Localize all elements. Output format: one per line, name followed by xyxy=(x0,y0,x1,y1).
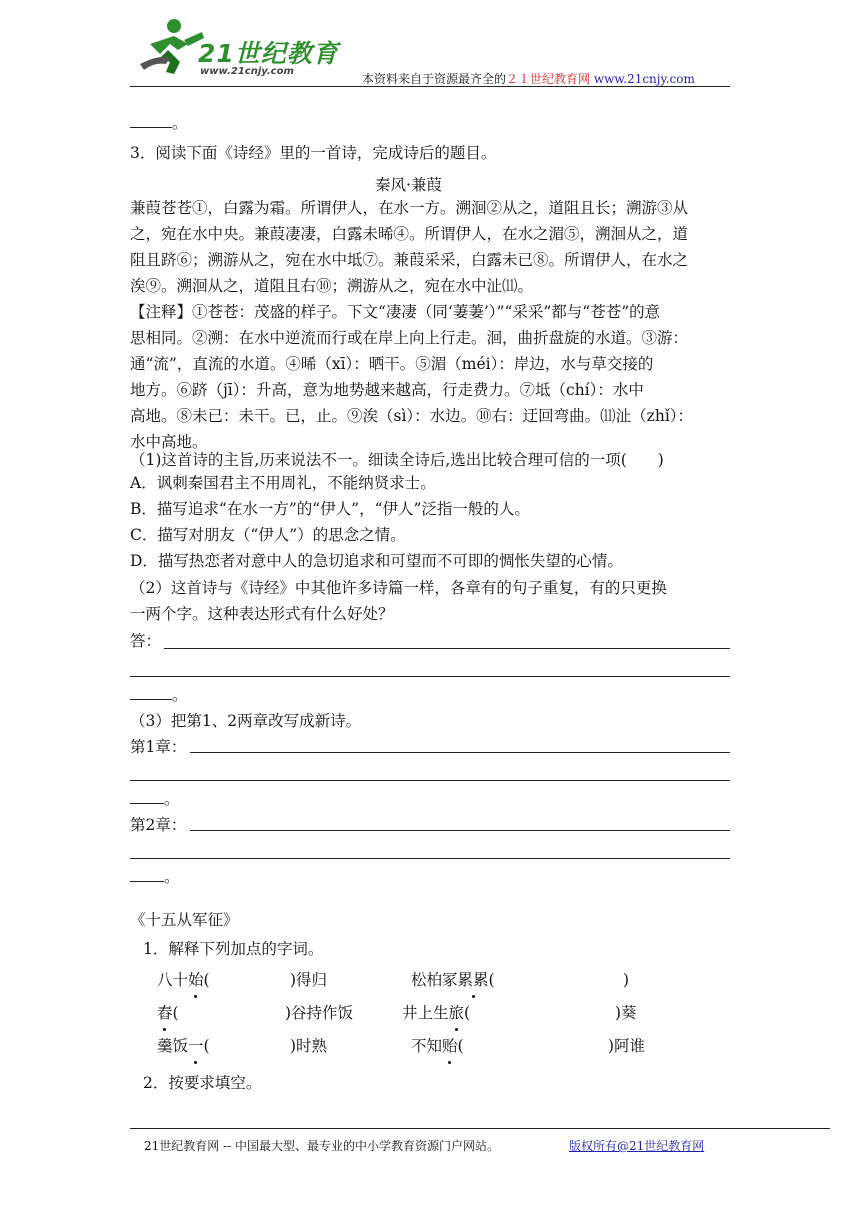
chapter-2-line[interactable] xyxy=(130,858,730,859)
vocab-item-end: )葵 xyxy=(615,1004,637,1022)
question-3-heading: 3．阅读下面《诗经》里的一首诗，完成诗后的题目。 xyxy=(130,144,497,162)
header-rule xyxy=(130,86,730,87)
section-2-title: 《十五从军征》 xyxy=(130,911,239,929)
option-d[interactable]: D．描写热恋者对意中人的急切追求和可望而不可即的惆怅失望的心情。 xyxy=(130,552,623,570)
answer-label: 答： xyxy=(130,632,162,650)
option-b[interactable]: B．描写追求“在水一方”的“伊人”，“伊人”泛指一般的人。 xyxy=(130,500,530,518)
vocab-item: 井上生旅( xyxy=(402,1000,470,1026)
note-line: 水中高地。 xyxy=(130,433,208,451)
logo-title: 21世纪教育 xyxy=(198,39,339,68)
poem-line: 之，宛在水中央。兼葭凄凄，白露未晞④。所谓伊人，在水之湄⑤，溯洄从之，道 xyxy=(130,225,689,243)
options xyxy=(130,470,623,574)
vocab-item-end: ) xyxy=(623,971,630,989)
vocab-item: 松柏冢累累( xyxy=(411,967,495,993)
question-2: （2）这首诗与《诗经》中其他许多诗篇一样，各章有的句子重复，有的只更换 一两个字。这种表达形式有什么好处？ xyxy=(130,579,667,623)
vocab-item-end: )谷持作饭 xyxy=(285,1004,354,1022)
chapter-1-label: 第1章： xyxy=(130,738,187,756)
vocab-item: 羹饭一( xyxy=(157,1033,210,1059)
chapter-2-end: 。 xyxy=(130,864,180,890)
answer-end: 。 xyxy=(130,682,188,708)
header-source xyxy=(362,70,695,87)
question-1: （1)这首诗的主旨,历来说法不一。细读全诗后,选出比较合理可信的一项( ) xyxy=(130,451,664,469)
logo xyxy=(130,14,340,84)
poem-line: 阻且跻⑥；溯游从之，宛在水中坻⑦。兼葭采采，白露未已⑧。所谓伊人，在水之 xyxy=(130,251,689,269)
answer-line[interactable] xyxy=(164,648,730,649)
chapter-2-line[interactable] xyxy=(190,830,730,831)
note-line: 通“流”，直流的水道。④晞（xī）：晒干。⑤湄（méi）：岸边，水与草交接的 xyxy=(130,355,654,373)
option-a[interactable]: A．讽刺秦国君主不用周礼，不能纳贤求士。 xyxy=(130,474,436,492)
vocab-item-end: )得归 xyxy=(290,971,328,989)
vocab-item-end: )时熟 xyxy=(290,1037,328,1055)
option-c[interactable]: C．描写对朋友（“伊人”）的思念之情。 xyxy=(130,526,406,544)
chapter-1-end: 。 xyxy=(130,786,180,812)
poem-title: 秦风·兼葭 xyxy=(375,176,442,194)
section-2-q1: 1．解释下列加点的字词。 xyxy=(143,940,324,958)
poem-line: 兼葭苍苍①，白露为霜。所谓伊人，在水一方。溯洄②从之，道阻且长；溯游③从 xyxy=(130,199,689,217)
note-line: 高地。⑧未已：未干。已，止。⑨涘（sì）：水边。⑩右：迂回弯曲。⑾沚（zhǐ）： xyxy=(130,407,694,425)
poem-line: 涘⑨。溯洄从之，道阻且右⑩；溯游从之，宛在水中沚⑾。 xyxy=(130,277,534,295)
chapter-1-line[interactable] xyxy=(130,780,730,781)
source-prefix: 本资料来自于资源最齐全的 xyxy=(362,72,507,86)
note-line: 【注释】①苍苍：茂盛的样子。下文“凄凄（同‘萋萋’）”“采采”都与“苍苍”的意 xyxy=(130,303,661,321)
logo-url: www.21cnjy.com xyxy=(200,66,294,77)
prev-answer-end: 。 xyxy=(130,110,188,136)
section-2-q2: 2．按要求填空。 xyxy=(143,1074,262,1092)
footer-rule xyxy=(130,1128,830,1129)
question-3-sub: （3）把第1、2两章改写成新诗。 xyxy=(130,712,362,730)
footer-left: 21世纪教育网 -- 中国最大型、最专业的中小学教育资源门户网站。 xyxy=(144,1139,500,1153)
chapter-2-label: 第2章： xyxy=(130,816,187,834)
note-line: 思相同。②溯：在水中逆流而行或在岸上向上行走。洄，曲折盘旋的水道。③游： xyxy=(130,329,689,347)
vocab-item: 八十始( xyxy=(157,967,210,993)
vocab-item-end: )阿谁 xyxy=(608,1037,646,1055)
note-line: 地方。⑥跻（jī）：升高，意为地势越来越高，行走费力。⑦坻（chí）：水中 xyxy=(130,381,644,399)
poem-text xyxy=(130,195,735,299)
source-brand: ２１世纪教育网 xyxy=(506,72,591,86)
annotations xyxy=(130,299,735,455)
answer-blank[interactable] xyxy=(130,111,172,128)
vocab-item: 不知贻( xyxy=(411,1033,464,1059)
answer-line[interactable] xyxy=(130,676,730,677)
vocab-item: 舂( xyxy=(157,1000,179,1026)
chapter-1-line[interactable] xyxy=(190,752,730,753)
source-site[interactable]: www.21cnjy.com xyxy=(593,72,695,86)
footer-copyright-link[interactable]: 版权所有@21世纪教育网 xyxy=(569,1139,705,1153)
